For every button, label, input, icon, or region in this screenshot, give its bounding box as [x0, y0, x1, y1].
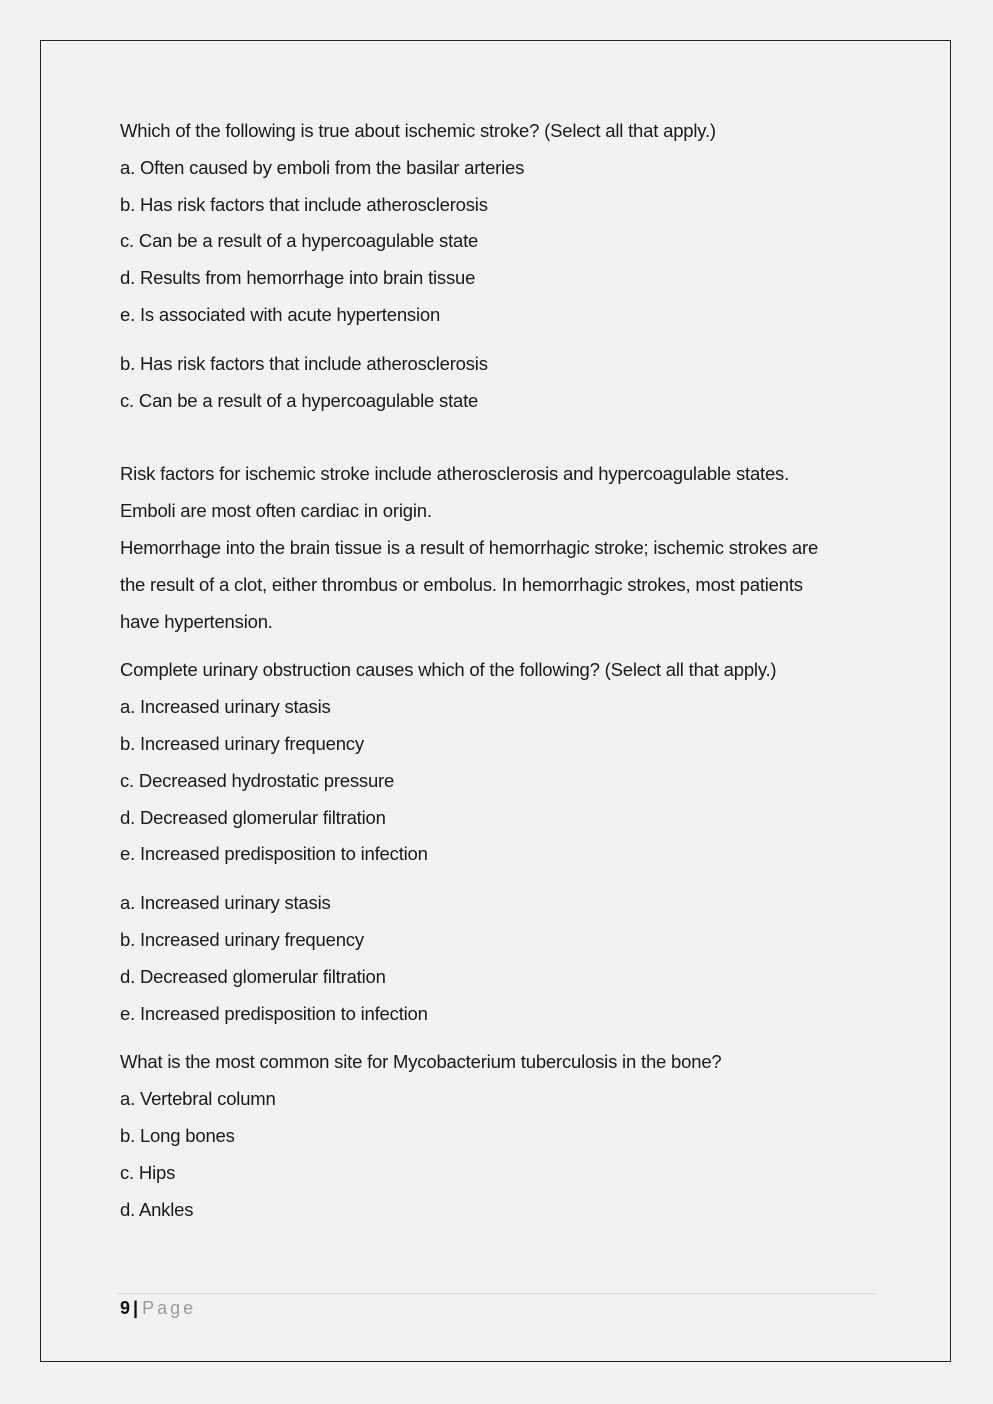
question-2-answer: d. Decreased glomerular filtration [120, 965, 386, 987]
question-3-option-a: a. Vertebral column [120, 1088, 276, 1110]
page-label: Page [142, 1298, 197, 1318]
page-separator: | [133, 1298, 139, 1318]
question-2-answer: b. Increased urinary frequency [120, 928, 364, 950]
question-2-answer: a. Increased urinary stasis [120, 892, 331, 914]
question-2-option-a: a. Increased urinary stasis [120, 696, 331, 718]
question-3-text: What is the most common site for Mycobacterium tuberculosis in the bone? [120, 1051, 722, 1073]
page-number: 9 [120, 1298, 131, 1318]
question-2-option-d: d. Decreased glomerular filtration [120, 806, 386, 828]
document-body [120, 116, 880, 1231]
question-1-option-d: d. Results from hemorrhage into brain tissue [120, 267, 476, 289]
question-2-text: Complete urinary obstruction causes which of the following? (Select all that apply.) [120, 659, 777, 681]
question-1-option-a: a. Often caused by emboli from the basilar arteries [120, 156, 525, 178]
question-1-rationale-line: Emboli are most often cardiac in origin. [120, 500, 432, 522]
question-1-answer: b. Has risk factors that include atherosclerosis [120, 352, 488, 374]
question-1-rationale-line: Risk factors for ischemic stroke include atherosclerosis and hypercoagulable states. [120, 463, 790, 485]
page-footer [120, 1297, 196, 1319]
footer-divider [118, 1293, 875, 1294]
question-2-option-c: c. Decreased hydrostatic pressure [120, 769, 395, 791]
question-3-option-b: b. Long bones [120, 1124, 235, 1146]
question-1-option-c: c. Can be a result of a hypercoagulable state [120, 230, 479, 252]
question-3-option-d: d. Ankles [120, 1198, 194, 1220]
question-2-answer: e. Increased predisposition to infection [120, 1002, 428, 1024]
question-1-rationale-line: the result of a clot, either thrombus or embolus. In hemorrhagic strokes, most patients [120, 573, 803, 595]
question-1-rationale-line: Hemorrhage into the brain tissue is a result of hemorrhagic stroke; ischemic strokes are [120, 536, 819, 558]
question-1-option-b: b. Has risk factors that include atherosclerosis [120, 193, 488, 215]
question-1-answer: c. Can be a result of a hypercoagulable state [120, 389, 479, 411]
question-1-rationale-line: have hypertension. [120, 610, 273, 632]
question-2-option-e: e. Increased predisposition to infection [120, 843, 428, 865]
question-1-text: Which of the following is true about ischemic stroke? (Select all that apply.) [120, 120, 716, 141]
question-1-option-e: e. Is associated with acute hypertension [120, 303, 441, 325]
question-3-option-c: c. Hips [120, 1161, 176, 1183]
question-2-option-b: b. Increased urinary frequency [120, 732, 364, 754]
